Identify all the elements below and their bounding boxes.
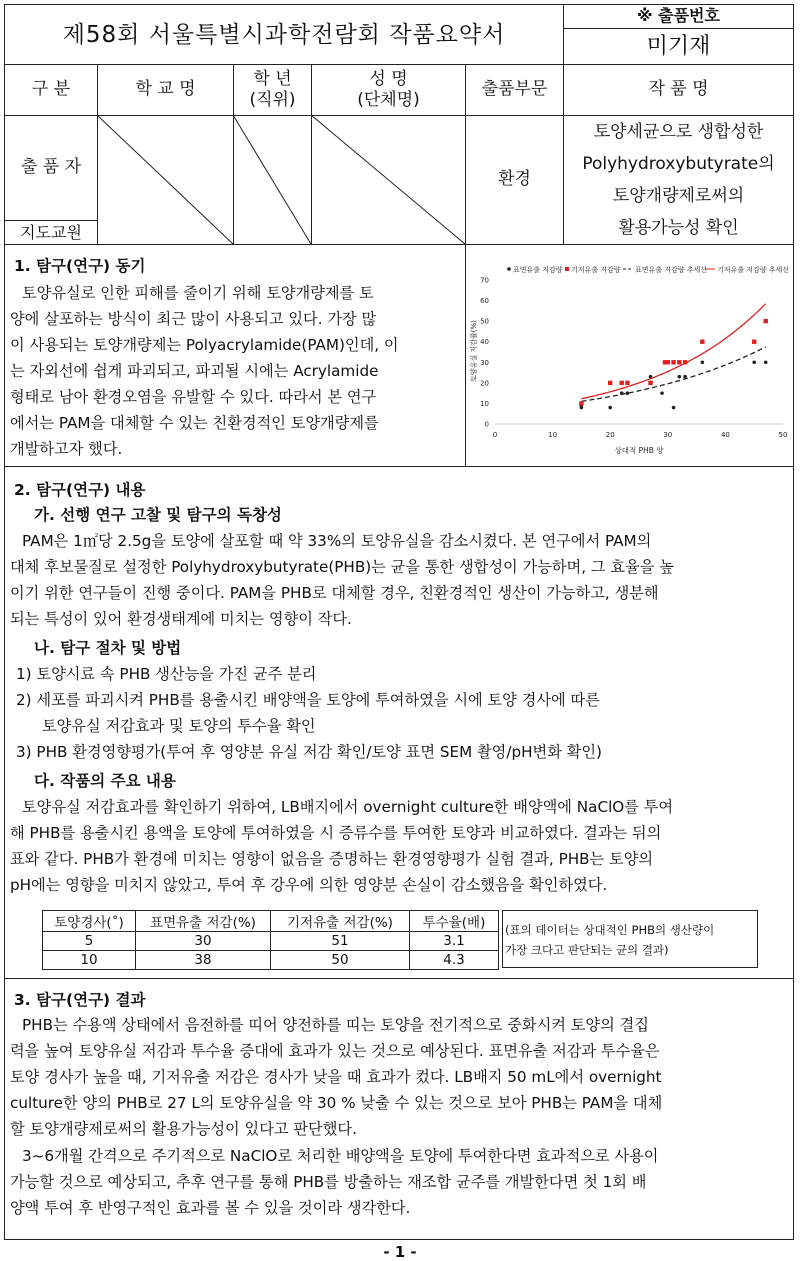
section3-line: 할 토양개량제로써의 활용가능성이 있다고 판단했다. bbox=[10, 1120, 357, 1138]
data-point-surface bbox=[764, 360, 768, 364]
col-grade-sub: (직위) bbox=[249, 90, 296, 110]
y-tick-label: 20 bbox=[480, 379, 489, 388]
data-point-surface bbox=[660, 391, 664, 395]
legend-label: 기저유출 저감량 bbox=[571, 266, 621, 274]
data-point-surface bbox=[752, 360, 756, 364]
table-header: 표면유출 저감(%) bbox=[136, 911, 271, 932]
procedure-step: 토양유실 저감효과 및 토양의 투수율 확인 bbox=[42, 717, 316, 735]
work-title bbox=[564, 116, 793, 244]
row-advisor: 지도교원 bbox=[20, 222, 82, 242]
work-title-line: Polyhydroxybutyrate의 bbox=[582, 154, 775, 174]
chart-legend bbox=[507, 265, 789, 274]
section2b-heading: 나. 탐구 절차 및 방법 bbox=[34, 639, 182, 657]
x-tick-label: 10 bbox=[548, 431, 558, 439]
y-tick-label: 40 bbox=[480, 338, 489, 347]
divider bbox=[4, 978, 794, 979]
data-point-surface bbox=[683, 375, 687, 379]
data-point-base bbox=[677, 360, 681, 364]
data-point-base bbox=[666, 360, 670, 364]
x-tick-label: 50 bbox=[778, 431, 788, 439]
data-point-base bbox=[700, 340, 704, 344]
table-header: 기저유출 저감(%) bbox=[271, 911, 410, 932]
data-point-base bbox=[608, 381, 612, 385]
work-title-line: 토양개량제로써의 bbox=[612, 186, 745, 206]
y-axis-label: 토양유실 저감률(%) bbox=[470, 320, 478, 382]
section1-line: 양에 살포하는 방식이 최근 많이 사용되고 있다. 가장 많 bbox=[10, 310, 377, 328]
section1-line: 형태로 남아 환경오염을 유발할 수 있다. 따라서 본 연구 bbox=[10, 388, 377, 406]
data-point-surface bbox=[678, 375, 682, 379]
x-tick-label: 40 bbox=[720, 431, 730, 439]
y-tick-label: 50 bbox=[480, 317, 489, 326]
x-tick-label: 30 bbox=[663, 431, 673, 439]
section1-line: 개발하고자 했다. bbox=[10, 440, 123, 458]
data-point-base bbox=[683, 360, 687, 364]
section3-heading: 3. 탐구(연구) 결과 bbox=[14, 991, 146, 1009]
section1-heading: 1. 탐구(연구) 동기 bbox=[14, 257, 146, 275]
table-cell: 38 bbox=[136, 951, 271, 970]
section3-line: 토양 경사가 높을 때, 기저유출 저감은 경사가 낮을 때 효과가 컸다. LB배지 50 mL에서 overnight bbox=[10, 1068, 662, 1086]
entry-number-value: 미기재 bbox=[646, 33, 711, 59]
divider bbox=[4, 244, 794, 245]
section2c-line: 토양유실 저감효과를 확인하기 위하여, LB배지에서 overnight culture한 배양액에 NaClO를 투여 bbox=[22, 798, 674, 816]
chart bbox=[467, 247, 793, 465]
section2a-line: 되는 특성이 있어 환경생태계에 미치는 영향이 작다. bbox=[10, 610, 352, 628]
legend-marker-base bbox=[565, 267, 569, 271]
data-point-surface bbox=[672, 406, 676, 410]
data-point-base bbox=[648, 381, 652, 385]
section2a-line: 대체 후보물질로 설정한 Polyhydroxybutyrate(PHB)는 균을 통한 생합성이 가능하며, 그 효율을 높 bbox=[10, 558, 674, 576]
col-school: 학 교 명 bbox=[135, 79, 196, 100]
work-title-line: 활용가능성 확인 bbox=[618, 218, 739, 238]
page-title: 제58회 서울특별시과학전람회 작품요약서 bbox=[62, 21, 506, 48]
section3-line: 력을 높여 토양유실 저감과 투수율 증대에 효과가 있는 것으로 예상된다. 표면유출 저감과 투수율은 bbox=[10, 1042, 660, 1060]
data-point-surface bbox=[626, 391, 630, 395]
division-value: 환경 bbox=[498, 169, 531, 190]
table-cell: 30 bbox=[136, 932, 271, 951]
legend-label: 표면유출 저감량 추세선 bbox=[635, 266, 708, 274]
legend-marker-surface bbox=[507, 267, 511, 271]
chart-svg bbox=[467, 247, 793, 465]
section3-line: 3~6개월 간격으로 주기적으로 NaClO로 처리한 배양액을 토양에 투여한다면 효과적으로 사용이 bbox=[22, 1147, 659, 1165]
section2c-heading: 다. 작품의 주요 내용 bbox=[34, 772, 176, 790]
x-tick-label: 20 bbox=[605, 431, 615, 439]
procedure-step: 2) 세포를 파괴시켜 PHB를 용출시킨 배양액을 토양에 투여하였을 시에 토양 경사에 따른 bbox=[16, 691, 600, 709]
table-cell: 51 bbox=[271, 932, 410, 951]
table-cell: 3.1 bbox=[410, 932, 499, 951]
table-note-line: 가장 크다고 판단되는 균의 결과) bbox=[505, 943, 669, 957]
col-division: 출품부문 bbox=[481, 79, 548, 100]
data-point-base bbox=[671, 360, 675, 364]
table-header: 토양경사(˚) bbox=[43, 911, 136, 932]
data-point-surface bbox=[608, 406, 612, 410]
col-name-label: 성 명 bbox=[369, 68, 408, 89]
legend-label: 표면유출 저감량 bbox=[513, 266, 563, 274]
table-cell: 5 bbox=[43, 932, 136, 951]
data-point-surface bbox=[649, 375, 653, 379]
data-point-base bbox=[752, 340, 756, 344]
divider bbox=[4, 466, 794, 467]
y-tick-label: 30 bbox=[480, 358, 489, 367]
y-tick-label: 60 bbox=[480, 297, 489, 306]
divider bbox=[465, 244, 466, 466]
section2a-line: 이기 위한 연구들이 진행 중이다. PAM을 PHB로 대체할 경우, 친환경적인 생산이 가능하고, 생분해 bbox=[10, 584, 659, 602]
x-tick-label: 0 bbox=[492, 431, 498, 439]
section3-line: culture한 양의 PHB로 27 L의 토양유실을 약 30 % 낮출 수 있는 것으로 보아 PHB는 PAM을 대체 bbox=[10, 1094, 663, 1112]
section3-line: 양액 투여 후 반영구적인 효과를 볼 수 있을 것이라 생각한다. bbox=[10, 1199, 411, 1217]
section2c-line: 해 PHB를 용출시킨 용액을 토양에 투여하였을 시 증류수를 투여한 토양과 비교하였다. 결과는 뒤의 bbox=[10, 824, 662, 842]
section1-line: 에서는 PAM을 대체할 수 있는 친환경적인 토양개량제를 bbox=[10, 414, 379, 432]
section3-line: PHB는 수용액 상태에서 음전하를 띠어 양전하를 띠는 토양을 전기적으로 중화시켜 토양의 결집 bbox=[22, 1016, 649, 1034]
section1-line: 이 사용되는 토양개량제는 Polyacrylamide(PAM)인데, 이 bbox=[10, 336, 399, 354]
table-cell: 4.3 bbox=[410, 951, 499, 970]
trendline-surface bbox=[581, 347, 765, 402]
y-tick-label: 0 bbox=[484, 420, 489, 429]
col-name-sub: (단체명) bbox=[357, 90, 420, 110]
col-grade-label: 학 년 bbox=[253, 68, 292, 89]
table-note-line: (표의 데이터는 상대적인 PHB의 생산량이 bbox=[505, 923, 715, 937]
table-note-box bbox=[502, 910, 758, 968]
section2c-line: pH에는 영향을 미치지 않았고, 투여 후 강우에 의한 영양분 손실이 감소했음을 확인하였다. bbox=[10, 876, 608, 894]
section2-heading: 2. 탐구(연구) 내용 bbox=[14, 481, 146, 499]
section2c-line: 표와 같다. PHB가 환경에 미치는 영향이 없음을 증명하는 환경영향평가 실험 결과, PHB는 토양의 bbox=[10, 850, 654, 868]
legend-label: 기저유출 저감량 추세선 bbox=[717, 266, 790, 274]
section1-line: 토양유실로 인한 피해를 줄이기 위해 토양개량제를 토 bbox=[22, 284, 374, 302]
section1-line: 는 자외선에 쉽게 파괴되고, 파괴될 시에는 Acrylamide bbox=[10, 362, 379, 380]
col-category: 구 분 bbox=[31, 79, 71, 100]
table-header: 투수율(배) bbox=[410, 911, 499, 932]
section2a-heading: 가. 선행 연구 고찰 및 탐구의 독창성 bbox=[34, 506, 282, 524]
data-point-base bbox=[625, 381, 629, 385]
data-point-base bbox=[764, 319, 768, 323]
col-work: 작 품 명 bbox=[648, 79, 709, 100]
page-number: - 1 - bbox=[383, 1243, 417, 1261]
procedure-step: 1) 토양시료 속 PHB 생산능을 가진 균주 분리 bbox=[16, 665, 317, 683]
section3-line: 가능할 것으로 예상되고, 추후 연구를 통해 PHB를 방출하는 재조합 균주를 개발한다면 첫 1회 배 bbox=[10, 1173, 647, 1191]
data-point-base bbox=[579, 401, 583, 405]
data-point-surface bbox=[620, 391, 624, 395]
y-tick-label: 70 bbox=[480, 276, 489, 285]
row-exhibitor: 출 품 자 bbox=[20, 157, 82, 178]
table-cell: 10 bbox=[43, 951, 136, 970]
data-point-surface bbox=[701, 360, 705, 364]
data-point-base bbox=[620, 381, 624, 385]
table-cell: 50 bbox=[271, 951, 410, 970]
section2a-line: PAM은 1㎡당 2.5g을 토양에 살포할 때 약 33%의 토양유실을 감소시켰다. 본 연구에서 PAM의 bbox=[22, 532, 652, 550]
x-axis-label: 상대적 PHB 양 bbox=[614, 446, 664, 455]
work-title-line: 토양세균으로 생합성한 bbox=[593, 122, 764, 142]
y-tick-label: 10 bbox=[480, 399, 489, 408]
entry-number-label: ※ 출품번호 bbox=[637, 6, 720, 25]
procedure-step: 3) PHB 환경영향평가(투여 후 영양분 유실 저감 확인/토양 표면 SEM 촬영/pH변화 확인) bbox=[16, 743, 602, 761]
